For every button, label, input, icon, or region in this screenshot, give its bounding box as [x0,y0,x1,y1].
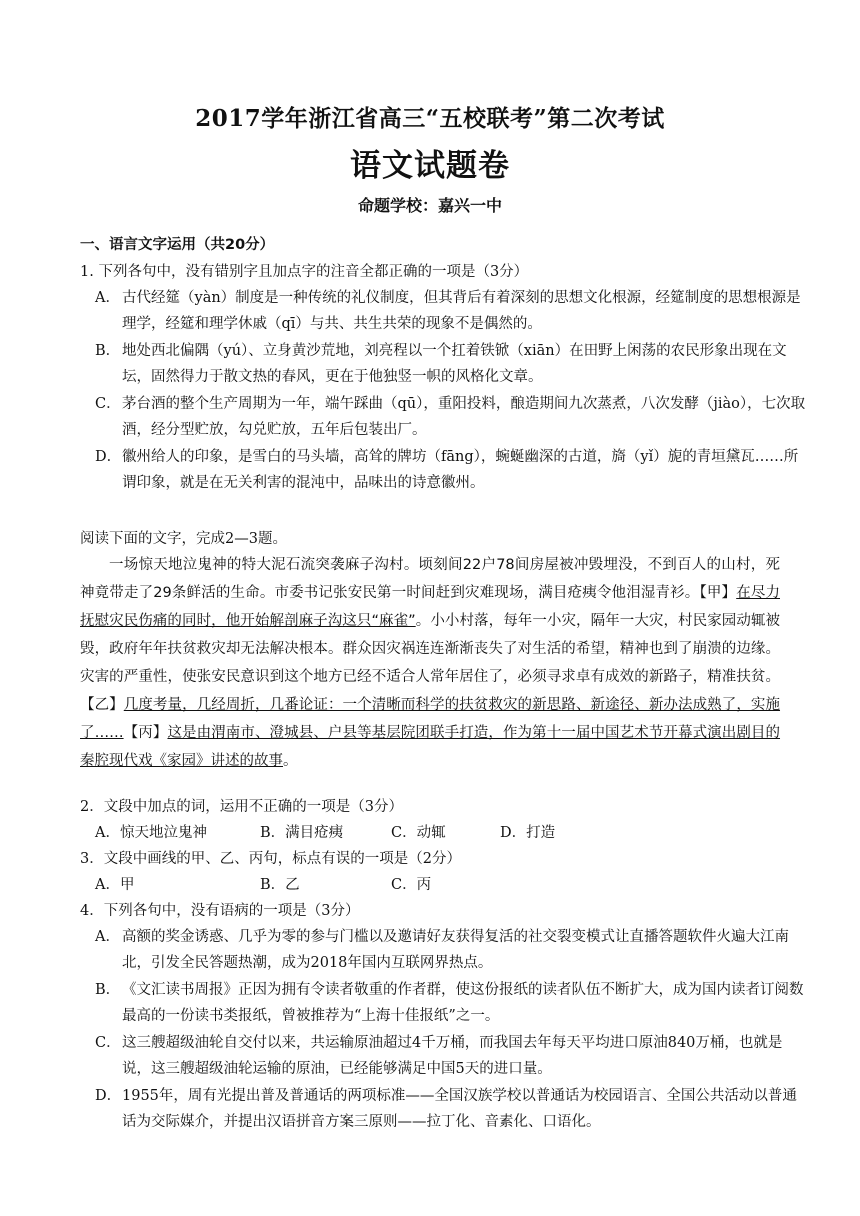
section-heading: 一、语言文字运用（共20分） [80,237,275,253]
school-line: 命题学校：嘉兴一中 [357,196,502,215]
passage-text: 一场惊天地泣鬼神的特大泥石流突袭麻子沟村。顷刻间22户78间房屋被冲毁埋没，不到百人的山村，死神竟带走了29条鲜活的生命。市委书记张安民第一时间赶到灾难现场，满目疮痍令他泪湿青衫。 [80,557,780,601]
passage-text: 。小小村落，每年一小灾，隔年一大灾，村民家园动辄被毁，政府年年扶贫救灾却无法解决根本。群众因灾祸连连渐渐丧失了对生活的希望，精神也到了崩溃的边缘。灾害的严重性，使张安民意识到这个地方已经不适合人常年居住了，必须寻求卓有成效的新路子，精准扶贫。 [80,613,780,685]
q1-stem: 1. 下列各句中，没有错别字且加点字的注音全都正确的一项是（3分） [80,264,529,280]
q4-option-a [95,924,807,976]
q4-option-c [95,1030,807,1082]
exam-subtitle: 语文试题卷 [350,148,510,184]
reading-intro: 阅读下面的文字，完成2—3题。 [80,531,287,547]
q1-option-b [95,338,807,390]
option-label: B． [95,982,121,998]
option-text: 高额的奖金诱惑、几乎为零的参与门槛以及邀请好友获得复活的社交裂变模式让直播答题软件火遍大江南北，引发全民答题热潮，成为2018年国内互联网界热点。 [122,929,789,971]
option-text: 《文汇读书周报》正因为拥有令读者敬重的作者群，使这份报纸的读者队伍不断扩大，成为国内读者订阅数最高的一份读书类报纸，曾被推荐为“上海十佳报纸”之一。 [122,982,804,1024]
q3-option-a: A．甲 [95,877,135,893]
q4-stem: 4．下列各句中，没有语病的一项是（3分） [80,903,360,919]
reading-passage [80,551,780,775]
option-label: C． [95,396,121,412]
option-label: A． [95,929,120,945]
option-text: 古代经筵（yàn）制度是一种传统的礼仪制度，但其背后有着深刻的思想文化根源，经筵制度的思想根源是理学，经筵和理学休戚（qī）与共、共生共荣的现象不是偶然的。 [122,290,801,332]
q2-options [95,820,775,846]
q3-options [95,872,775,898]
option-text: 这三艘超级油轮自交付以来，共运输原油超过4千万桶，而我国去年每天平均进口原油840万桶，也就是说，这三艘超级油轮运输的原油，已经能够满足中国5天的进口量。 [122,1035,783,1077]
option-text: 1955年，周有光提出普及普通话的两项标准——全国汉族学校以普通话为校园语言、全国公共活动以普通话为交际媒介，并提出汉语拼音方案三原则——拉丁化、音素化、口语化。 [122,1088,797,1130]
sentence-jia: 在尽力抚慰灾民伤痛的同时，他开始解剖麻子沟这只“麻雀” [80,585,780,629]
option-label: B． [95,343,121,359]
option-text: 茅台酒的整个生产周期为一年，端午踩曲（qū），重阳投料，酿造期间九次蒸煮，八次发酵（jiào），七次取酒，经分型贮放，勾兑贮放，五年后包装出厂。 [122,396,806,438]
option-text: 地处西北偏隅（yú）、立身黄沙荒地，刘亮程以一个扛着铁锨（xiān）在田野上闲荡的农民形象出现在文坛，固然得力于散文热的春风，更在于他独竖一帜的风格化文章。 [122,343,787,385]
exam-title: 2017学年浙江省高三“五校联考”第二次考试 [195,105,665,132]
q2-option-c: C．动辄 [391,825,446,841]
option-label: D． [95,449,122,465]
q1-option-c [95,391,807,443]
q1-option-a [95,285,807,337]
q2-option-b: B．满目疮痍 [260,825,344,841]
marker-jia: 【甲】 [699,585,737,601]
option-label: D． [95,1088,122,1104]
q1-option-d [95,444,807,496]
q2-stem: 2．文段中加点的词，运用不正确的一项是（3分） [80,799,403,815]
sentence-yi: 几度考量，几经周折，几番论证：一个清晰而科学的扶贫救灾的新思路、新途径、新办法成熟了，实施了…… [80,697,781,741]
option-text: 徽州给人的印象，是雪白的马头墙，高耸的牌坊（fāng），蜿蜒幽深的古道，旖（yǐ）旎的青垣黛瓦……所谓印象，就是在无关利害的混沌中，品味出的诗意徽州。 [122,449,799,491]
q3-stem: 3．文段中画线的甲、乙、丙句，标点有误的一项是（2分） [80,851,461,867]
marker-yi: 【乙】 [80,697,124,713]
q2-option-d: D．打造 [500,825,556,841]
option-label: A． [95,290,120,306]
passage-end: 。 [283,753,298,769]
q3-option-c: C．丙 [391,877,432,893]
q3-option-b: B．乙 [260,877,300,893]
sentence-bing: 这是由渭南市、澄城县、户县等基层院团联手打造，作为第十一届中国艺术节开幕式演出剧目的秦腔现代戏《家园》讲述的故事 [80,725,781,769]
q2-option-a: A．惊天地泣鬼神 [95,825,207,841]
q4-option-b [95,977,807,1029]
option-label: C． [95,1035,121,1051]
marker-bing: 【丙】 [123,725,168,741]
q4-option-d [95,1083,807,1135]
